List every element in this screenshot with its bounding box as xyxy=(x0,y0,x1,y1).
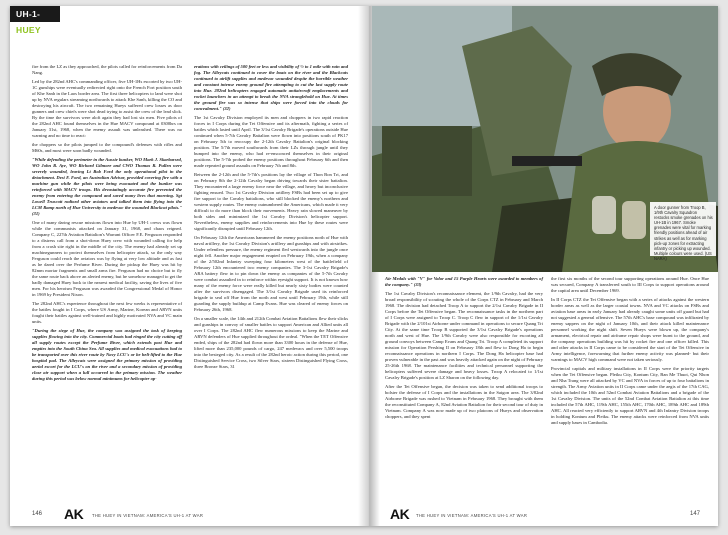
book-spread xyxy=(10,6,718,526)
right-column-1 xyxy=(385,276,543,508)
paragraph: The 282nd AHC's experience throughout the next few weeks is representative of the battles fought in I Corps, where US Army, Marine, Korean and ARVN units fought their battles against well-trained and highly motivated NVA and VC main units. xyxy=(32,301,182,324)
paragraph: Provincial capitals and military installations in II Corps were the priority targets when the Tet Offensive began. Pleiku City, Kontum City, Ban Me Thuot, Qui Nhon and Nha Trang were all attacked by VC and NVA in forces of up to four battalions in strength. The Army Aviation units in II Corps came under the aegis of the 17th CAG, which included the 10th and 52nd Combat Aviation Battalions and a brigade of the 1st Cavalry Division. The units of the 52nd Combat Aviation Battalion at this time included the 57th AHC, 119th AHC, 155th AHC, 170th AHC, 189th AHC and 189th AHC. All reacted very efficiently to support ARVN and 4th Infantry Division troops in holding Kontum and Pleiku. The enemy attacks were reinforced from NVA units and supply bases in Cambodia. xyxy=(551,366,709,425)
paragraph: the choppers so the pilots jumped to the compound's defenses with rifles and M60s, and most were soon badly wounded. xyxy=(32,142,182,153)
ak-logo-right: AK xyxy=(390,506,410,522)
paragraph: fire from the LZ as they approached, the pilots called for reinforcements from Da Nang. xyxy=(32,64,182,75)
ak-logo-left: AK xyxy=(64,506,84,522)
paragraph: Led by the 282nd AHC's commanding officer, five UH-1Hs escorted by two UH-1C gunships were eventually redirected right onto the French Fort position south of Khe Sanh in the Laos border area. The first three helicopters to land were shot up by NVA regulars streaming northwards to attack Khe Sanh, killing the CO and destroying his aircraft. The two remaining Hueys suffered crew losses as door gunners and crew chiefs were shot dead trying to assist the crew of the lead slick. By the time the survivors were aloft again they had lost six men. Five pilots of the 282nd AHC found themselves in the Hue MACV compound at 0300hrs on January 31st, 1968, when the enemy assault was unleashed. There was no warning and no time to react: xyxy=(32,79,182,138)
paragraph: Between the 2-12th and the 5-7th's positions lay the village of Thon Bon Tri, and on February 8th the 2-12th Cavalry began driving towards their sister battalion. They encountered a large enemy force near the village, and heavy but inconclusive fighting ensued. Two 1st Cavalry Division artillery FSBs had been set up to give fire support to the Cavalry battalions, who still blocked the enemy's northern and western supply routes. The enemy outnumbered the Americans, which made it very difficult to do more than block their movements. Heavy rain slowed maneuver by both sides and minimized the 1st Cavalry Division's helicopter support. Nevertheless, enemy supplies and reinforcements into Hue by these routes were significantly disrupted until February 12th. xyxy=(194,172,348,231)
page-number-right: 147 xyxy=(690,511,701,517)
left-column-2 xyxy=(194,64,348,506)
paragraph: The 1st Cavalry Division employed its men and choppers in two rapid reaction forces in I Corps during the Tet Offensive and its aftermath, fighting a series of battles which lasted until April. The 3/1st Cavalry Brigade's operations outside Hue continued when 5-7th Cavalry Battalion were flown into positions south of PK17 on February 5th to reoccupy the 2-12th Cavalry Battalion's original blocking position. The 5/7th moved southwards from their LZs through jungle until they bumped into the enemy, who had re-ensconced themselves in their original positions. The 5-7th probed the enemy positions throughout February 6th and then made repeated ground assaults on February 7th and 8th. xyxy=(194,115,348,168)
paragraph: After the Tet Offensive began, the decision was taken to send additional troops to bolster the defense of I Corps and the installations in the Saigon area. The 3/82nd Airborne Brigade was rushed to Vietnam in February 1968. They brought with them the reconstituted Company A, 82nd Aviation Battalion for their second tour of duty in Vietnam. Company A was now made up of two platoons of Hueys and observation choppers, and they spent xyxy=(385,384,543,419)
book-badge: UH-1-HUEY xyxy=(10,6,60,22)
paragraph: One of many daring rescue missions flown into Hue by UH-1 crews was flown while the communists attacked on January 31, 1968, and chaos reigned. Company C, 227th Aviation Battalion's Warrant Officer F.E. Ferguson responded to a distress call from a shot-down Huey crew with wounded calling for help from a crash site right in the middle of the city. The enemy had already set up machinegunners to protect themselves from helicopter attack, so the only way Ferguson could reach the aviators was by flying at very low altitude and as fast as he dared over the Perfume River. During the pickup the Huey was hit by 82mm mortar fragments and small arms fire. Ferguson had no choice but to fly the same route back above an alerted enemy, but he somehow managed to get the badly damaged Huey back to the nearest medical facility, saving the lives of five men. For his heroism Ferguson was awarded the Congressional Medal of Honor in 1969 by President Nixon. xyxy=(32,220,182,297)
paragraph: On a smaller scale, the 14th and 212th Combat Aviation Battalions flew their slicks and gunships in convoy of smaller battles to support American and Allied units all over I Corps. The 282nd AHC flew numerous missions to keep the Marine and ARVN defenders of Hue supplied throughout the ordeal. "When the TET Offensive ended, ships of the 282nd had flown more than 3300 hours in the defense of Hue, lifted more than 235,000 pounds of cargo, 247 medevacs and over 5,500 troops into the besieged city. As a result of the 282nd heroic action during this period, one Distinguished Service Cross, two Silver Stars, sixteen Distinguished Flying Cross, three Bronze Stars, 31 xyxy=(194,316,348,369)
paragraph: In II Corps CTZ the Tet Offensive began with a series of attacks against the western border areas as well as the larger coastal towns. NVA and VC attacks on FSBs and aviation base areas in early January had already caught some units off guard but had not suggested a general offensive. The 57th AHC's base compound was infiltrated by enemy sappers on the night of January 10th, and their attack killed maintenance personnel working the night shift. Seven Hueys were blown up, the company's armament, electrical repair and airframe repair shops were burnt to the ground, and the company operations building was hit by rocket fire and one officer killed. This and other attacks in II Corps came to be considered the start of the Tet Offensive in Army intelligence, forewarning that further enemy activity was planned- but their warnings to MACV high command were not taken seriously. xyxy=(551,297,709,362)
paragraph: the first six months of the second tour supporting operations around Hue. Once Hue was secured, Company A transferred south to III Corps to support operations around the capital area until December 1969. xyxy=(551,276,709,293)
photo-caption: A door gunner from Troop B, 1/9th Cavalry Squadron restocks smoke grenades on his UH-1B in 1967. Smoke grenades were vital for marking friendly positions ahead of air strikes as well as for marking pick-up zones for extracting infantry or picking up wounded. Multiple colours were used. (US NARA) xyxy=(650,202,716,256)
page-number-left: 146 xyxy=(32,511,43,517)
badge-prefix: UH-1 xyxy=(16,9,38,19)
paragraph: The 1st Cavalry Division's reconnaissance element, the 1/9th Cavalry, had the very broad responsibility of scouting the whole of the Corps CTZ in February and March 1968. The division had detached Troop A to support the 2/1st Cavalry Brigade in II Corps before the Tet Offensive began. The reconnaissance tasks in the northern part of I Corps were assigned to Troop C. Troop C flew in support of the 1/1st Cavalry Brigade with the 2/101st Airborne under command in operations to secure Quang Tri City. At the same time Troop B supported the 3/1st Cavalry Brigade's operations north and west of Hue. The 1/9th Cavalry were also responsible for escorting all ground convoys between Camp Evans and Quang Tri. Troop A completed its support mission for Operation Pershing II on February 18th and flew to Dong Ha to begin reconnaissance operations in northern I Corps. The Dong Ha helicopter base had proven vulnerable in the past and was heavily attacked again on the night of February 25-26th 1968. The maintenance facilities and technical personnel supporting the helicopters suffered severe damage and heavy losses. Troop A relocated to 1/1st Cavalry Brigade's position at LZ Sharon on the following day. xyxy=(385,291,543,380)
footer-title-left: THE HUEY IN VIETNAM: AMERICA'S UH-1 AT WAR xyxy=(92,513,204,518)
paragraph: Air Medals with "V" for Valor and 15 Purple Hearts were awarded to members of the company." (33) xyxy=(385,276,543,287)
paragraph: "During the siege of Hue, the company was assigned the task of keeping supplies flowing into the city. Commercial boats had ringed the city cutting off all supply routes except the Perfume River, which extends past Hue and empties into the South China Sea. All supplies and medical evacuations had to be transported over this river route by Navy LCU's or be heli-lifted to the Hue hospital pad. The Alleycats were assigned the primary mission of providing aerial escort for the LCU's on the river and a secondary mission of providing close air support when a lull occurred in the primary mission. The weather during this period was below normal minimums for helicopter op- xyxy=(32,328,182,381)
left-column-1 xyxy=(32,64,182,506)
footer-title-right: THE HUEY IN VIETNAM: AMERICA'S UH-1 AT WAR xyxy=(416,513,528,518)
paragraph: "While defending the perimeter in the Aussie bunker, WO Mark J. Skarbarsed, WO John R. Aye, WO Richard Gilmore and CWO Thomas R. Pullen were severely wounded, leaving Lt Bob Ford the only operational pilot in the detachment. Desi F. Ford, an Australian Advisor, provided covering fire with a machine gun while the pilots were being evacuated and the bunker was reinforced with MACV troops. His devastatingly accurate fire prevented the enemy from entering the compound and saved many lives that morning. Sgt Lowell Truscott radioed other aviators and talked them into flying into the LCM Ramp north of Hue University to medevac the wounded Blackcat pilots." (31) xyxy=(32,157,182,216)
right-column-2 xyxy=(551,276,709,508)
paragraph: On February 12th the Americans hammered the enemy positions north of Hue with naval artillery, the 1st Cavalry Division's artillery and gunships and with airstrikes. Under relentless pressure, the enemy regiment fled westwards into the jungle once night fell. Another major engagement erupted on February 19th, when a company of the 2/502nd Infantry sweeping four kilometers west of the battlefield of February 12th encountered two enemy companies. The 3-1st Cavalry Brigade's ARA battery flew in to pin down the enemy as companies of the 5-7th Cavalry were combat assaulted in to reinforce within eyesight support. It is not known how many of the enemy force were really killed but nearly sixty bodies were counted after the survivors disengaged. The 3/1st Cavalry Brigade used its reinforced brigade to seal off Hue from the north and west until February 19th, while still guarding the supply buildup at Camp Evans. Hue was cleared of enemy forces on February 26th, 1968. xyxy=(194,235,348,312)
paragraph: erations with ceilings of 500 feet or less and visibility of ½ to 1 mile with rain and fog. The Alleycats continued to cover the boats on the river and the Blackcats continued to airlift supplies and medevac wounded despite the horrible weather and constant intense enemy ground fire attempting to cut the last supply route into Hue. 282nd helicopters engaged automatic antiaircraft emplacements and rocket launchers in an attempt to break the NVA stranglehold on Hue. At times the ground fire was so intense that ships were forced into the clouds for concealment." (32) xyxy=(194,64,348,111)
badge-accent: HUEY xyxy=(16,25,41,35)
